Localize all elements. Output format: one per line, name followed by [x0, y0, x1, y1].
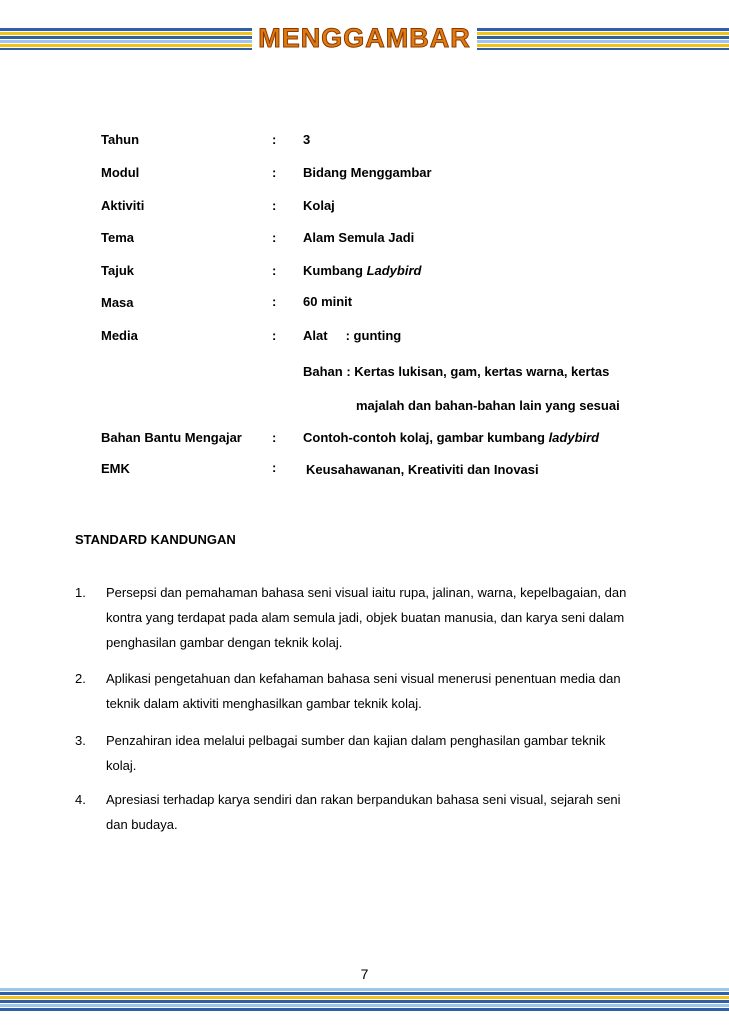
list-number: 4. — [75, 792, 86, 807]
info-value-media-bahan: Bahan : Kertas lukisan, gam, kertas warna, kertas — [303, 364, 610, 379]
info-value-media-bahan-cont: majalah dan bahan-bahan lain yang sesuai — [356, 398, 620, 413]
info-colon: : — [272, 294, 277, 309]
info-value-bbm-italic: ladybird — [548, 430, 600, 445]
info-value-bbm-text: Contoh-contoh kolaj, gambar kumbang — [303, 430, 549, 445]
info-colon: : — [272, 132, 277, 147]
info-colon: : — [272, 430, 277, 445]
info-value-media-alat: Alat : gunting — [303, 328, 402, 343]
info-colon: : — [272, 263, 277, 278]
list-line: Apresiasi terhadap karya sendiri dan rakan berpandukan bahasa seni visual, sejarah seni — [106, 792, 621, 807]
info-label-tajuk: Tajuk — [101, 263, 134, 278]
info-value-tema: Alam Semula Jadi — [303, 230, 415, 245]
info-label-bbm: Bahan Bantu Mengajar — [101, 430, 242, 445]
list-number: 1. — [75, 585, 86, 600]
info-value-tajuk-italic: Ladybird — [366, 263, 422, 278]
info-value-tajuk-text: Kumbang — [303, 263, 367, 278]
page-number: 7 — [360, 966, 369, 982]
info-label-media: Media — [101, 328, 138, 343]
info-label-tema: Tema — [101, 230, 134, 245]
info-label-tahun: Tahun — [101, 132, 140, 147]
info-colon: : — [272, 165, 277, 180]
info-value-bbm — [303, 430, 599, 445]
list-line: penghasilan gambar dengan teknik kolaj. — [106, 635, 343, 650]
list-line: Penzahiran idea melalui pelbagai sumber dan kajian dalam penghasilan gambar teknik — [106, 733, 606, 748]
list-number: 3. — [75, 733, 86, 748]
list-line: kolaj. — [106, 758, 137, 773]
info-colon: : — [272, 230, 277, 245]
section-heading: STANDARD KANDUNGAN — [75, 532, 236, 547]
list-line: Persepsi dan pemahaman bahasa seni visual iaitu rupa, jalinan, warna, kepelbagaian, dan — [106, 585, 627, 600]
document-title: MENGGAMBAR — [252, 22, 477, 54]
info-value-emk: Keusahawanan, Kreativiti dan Inovasi — [306, 462, 539, 477]
list-number: 2. — [75, 671, 86, 686]
info-label-masa: Masa — [101, 295, 134, 310]
info-value-aktiviti: Kolaj — [303, 198, 335, 213]
list-line: teknik dalam aktiviti menghasilkan gambar teknik kolaj. — [106, 696, 422, 711]
info-value-tajuk — [303, 263, 421, 278]
info-value-tahun: 3 — [303, 132, 311, 147]
info-colon: : — [272, 328, 277, 343]
info-label-modul: Modul — [101, 165, 140, 180]
header-title — [0, 22, 729, 54]
lesson-info-table — [0, 0, 729, 500]
info-colon: : — [272, 460, 277, 475]
footer-stripes — [0, 988, 729, 1012]
info-value-modul: Bidang Menggambar — [303, 165, 432, 180]
list-line: Aplikasi pengetahuan dan kefahaman bahasa seni visual menerusi penentuan media dan — [106, 671, 621, 686]
list-line: kontra yang terdapat pada alam semula jadi, objek buatan manusia, dan karya seni dalam — [106, 610, 625, 625]
info-value-masa: 60 minit — [303, 294, 353, 309]
info-label-emk: EMK — [101, 461, 130, 476]
info-colon: : — [272, 198, 277, 213]
list-line: dan budaya. — [106, 817, 178, 832]
info-label-aktiviti: Aktiviti — [101, 198, 145, 213]
